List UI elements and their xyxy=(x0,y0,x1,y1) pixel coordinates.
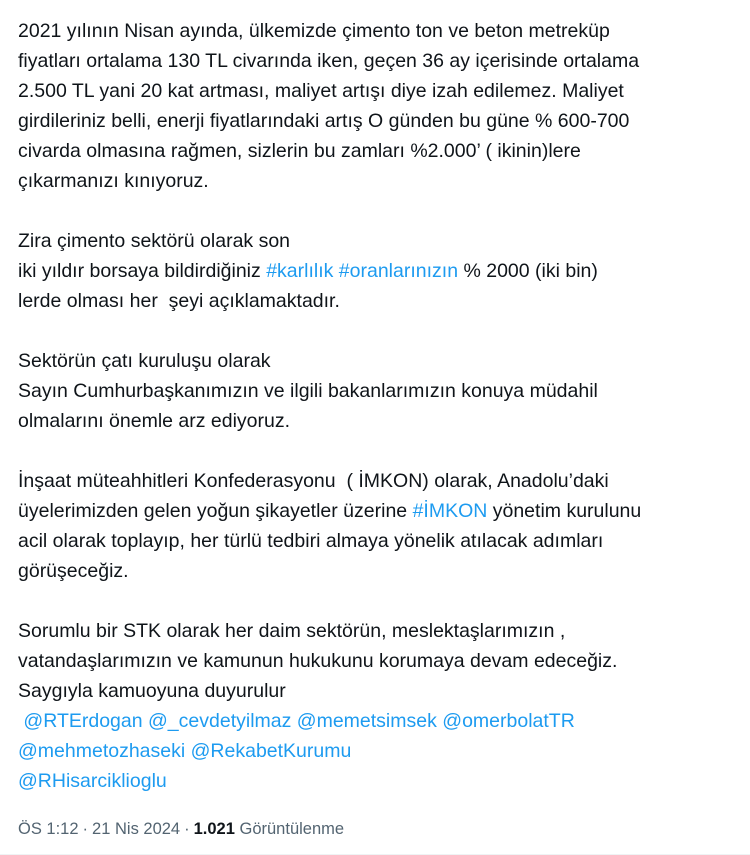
tweet-text-line: girdileriniz belli, enerji fiyatlarındaki artış O günden bu güne % 600-700 xyxy=(18,110,630,132)
mention-rterdogan-link[interactable]: @RTErdogan xyxy=(23,710,143,732)
tweet-text-line: lerde olması her şeyi açıklamaktadır. xyxy=(18,290,340,312)
mention-cevdetyilmaz-link[interactable]: @_cevdetyilmaz xyxy=(148,710,292,732)
mention-memetsimsek-link[interactable]: @memetsimsek xyxy=(296,710,437,732)
hashtag-oranlarinizin-link[interactable]: #oranlarınızın xyxy=(338,260,459,282)
tweet-paragraph-1 xyxy=(18,16,734,196)
mention-rhisarciklioglu-link[interactable]: @RHisarciklioglu xyxy=(18,770,167,792)
tweet-text-line: İnşaat müteahhitleri Konfederasyonu ( İMKON) olarak, Anadolu’daki xyxy=(18,470,609,492)
tweet-text-line: Sorumlu bir STK olarak her daim sektörün, meslektaşlarımızın , xyxy=(18,620,566,642)
tweet-paragraph-2 xyxy=(18,226,734,316)
mention-mehmetozhaseki-link[interactable]: @mehmetozhaseki xyxy=(18,740,186,762)
tweet-text-line: civarda olmasına rağmen, sizlerin bu zamları %2.000’ ( ikinin)lere xyxy=(18,140,581,162)
tweet-paragraph-5 xyxy=(18,616,734,796)
tweet-text-line: Zira çimento sektörü olarak son xyxy=(18,230,291,252)
tweet-timestamp-link[interactable] xyxy=(18,820,180,838)
tweet-text-line: 2.500 TL yani 20 kat artması, maliyet artışı diye izah edilemez. Maliyet xyxy=(18,80,624,102)
tweet-text-fragment: iki yıldır borsaya bildirdiğiniz xyxy=(18,260,267,282)
mention-omerbolattr-link[interactable]: @omerbolatTR xyxy=(442,710,575,732)
mentions-line xyxy=(18,766,734,796)
tweet-meta xyxy=(18,817,344,841)
tweet-text-line xyxy=(18,496,734,526)
tweet-text-fragment: üyelerimizden gelen yoğun şikayetler üzerine xyxy=(18,500,413,522)
tweet-text-line: fiyatları ortalama 130 TL civarında iken, geçen 36 ay içerisinde ortalama xyxy=(18,50,640,72)
tweet-text-line: vatandaşlarımızın ve kamunun hukukunu korumaya devam edeceğiz. xyxy=(18,650,618,672)
tweet-text-line: Sayın Cumhurbaşkanımızın ve ilgili bakanlarımızın konuya müdahil xyxy=(18,380,598,402)
tweet-text-fragment: yönetim kurulunu xyxy=(487,500,642,522)
view-label: Görüntülenme xyxy=(239,820,345,838)
tweet-paragraph-3 xyxy=(18,346,734,436)
meta-separator: · xyxy=(184,820,190,838)
tweet-text-line: olmalarını önemle arz ediyoruz. xyxy=(18,410,291,432)
tweet-text-line: 2021 yılının Nisan ayında, ülkemizde çimento ton ve beton metreküp xyxy=(18,20,610,42)
tweet-text xyxy=(18,16,734,796)
tweet-time: ÖS 1:12 xyxy=(18,820,79,838)
tweet-text-line: çıkarmanızı kınıyoruz. xyxy=(18,170,209,192)
tweet-text-line: Saygıyla kamuoyuna duyurulur xyxy=(18,680,286,702)
mention-rekabetkurumu-link[interactable]: @RekabetKurumu xyxy=(190,740,352,762)
tweet-text-line xyxy=(18,256,734,286)
tweet-text-line: görüşeceğiz. xyxy=(18,560,129,582)
view-count: 1.021 xyxy=(193,820,235,838)
tweet-text-fragment: % 2000 (iki bin) xyxy=(458,260,598,282)
hashtag-imkon-link[interactable]: #İMKON xyxy=(412,500,488,522)
hashtag-karlilik-link[interactable]: #karlılık xyxy=(266,260,334,282)
mentions-line xyxy=(18,736,734,766)
meta-separator: · xyxy=(82,820,89,838)
mentions-line xyxy=(18,706,734,736)
tweet-text-line: acil olarak toplayıp, her türlü tedbiri almaya yönelik atılacak adımları xyxy=(18,530,604,552)
tweet-paragraph-4 xyxy=(18,466,734,586)
tweet-date: 21 Nis 2024 xyxy=(92,820,181,838)
tweet-text-line: Sektörün çatı kuruluşu olarak xyxy=(18,350,271,372)
